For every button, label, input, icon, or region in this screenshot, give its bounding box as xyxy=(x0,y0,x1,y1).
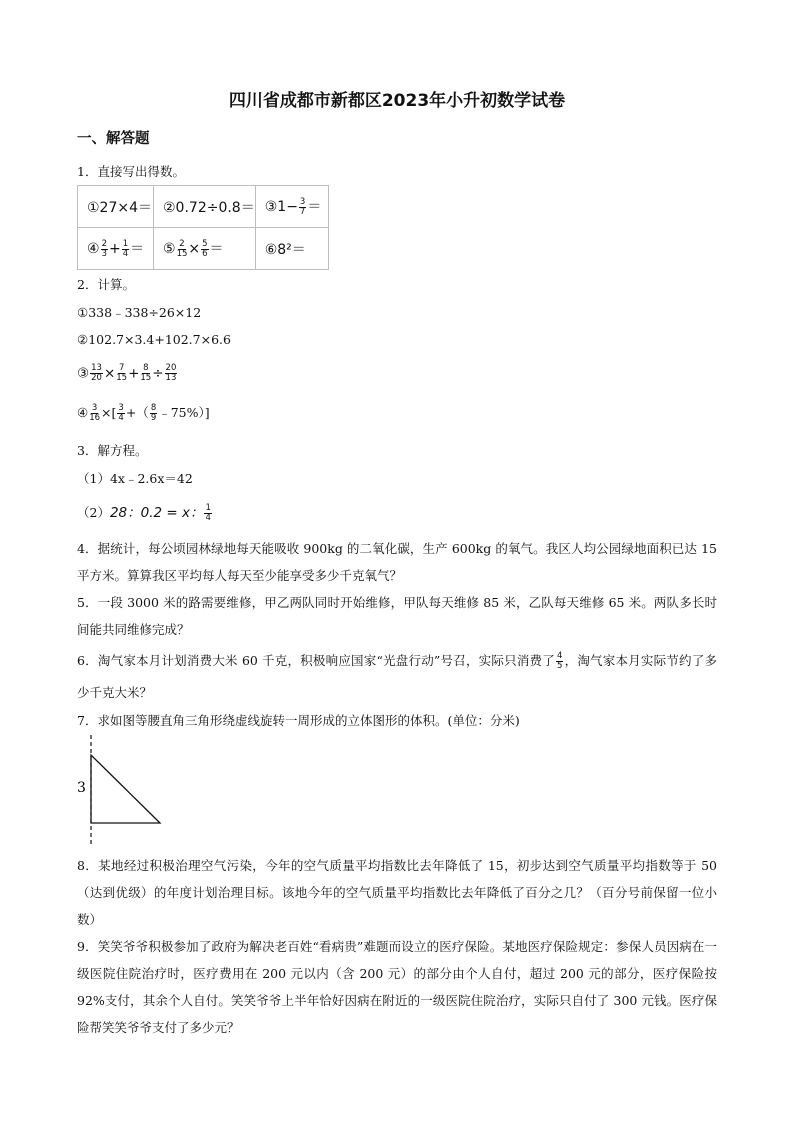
q1-cell-4: ④ $\frac{2}{3}$ + $\frac{1}{4}$ ＝ xyxy=(78,228,154,270)
q1-cell-5: ⑤ $\frac{2}{15}$ × $\frac{5}{6}$ ＝ xyxy=(154,228,256,270)
q1-cell-6: ⑥8²＝ xyxy=(255,228,328,270)
q8-text: 8．某地经过积极治理空气污染，今年的空气质量平均指数比去年降低了 15，初步达到空气质量平均指数等于 50（达到优级）的年度计划治理目标。该地今年的空气质量平均指数比去年降低了百分之几？（百分号前保留一位小数） xyxy=(77,858,717,927)
table-row xyxy=(78,186,329,228)
q1-label: 1．直接写出得数。 xyxy=(77,164,185,179)
q2-expr-2: ②102.7×3.4+102.7×6.6 xyxy=(77,332,231,347)
q2-expr-4: ④ $\frac{3}{16}$ ×[ $\frac{3}{4}$ +（ $\frac{8}{9}$ ﹣75%）] xyxy=(77,403,210,423)
section-heading: 一、解答题 xyxy=(77,131,150,147)
q9-text: 9．笑笑爷爷积极参加了政府为解决老百姓“看病贵”难题而设立的医疗保险。某地医疗保险规定：参保人员因病在一级医院住院治疗时，医疗费用在 200 元以内（含 200 元）的部分由个人自付，超过 200 元的部分，医疗保险按 92%支付，其余个人自付。笑笑爷爷上半年恰好因病在附近的一级医院住院治疗，实际只自付了 300 元钱。医疗保险帮笑笑爷爷支付了多少元？ xyxy=(77,939,717,1035)
q1-cell-3: ③1− $\frac{3}{7}$ ＝ xyxy=(255,186,328,228)
q3-eq-2: （2）28：0.2 = x： $\frac{1}{4}$ xyxy=(77,503,211,523)
exam-title: 四川省成都市新都区2023年小升初数学试卷 xyxy=(228,91,566,111)
q2-label: 2．计算。 xyxy=(77,277,135,292)
q1-cell-3-lead: ③1 xyxy=(264,199,287,216)
q1-cell-1: ①27×4＝ xyxy=(78,186,154,228)
q4-text: 4．据统计，每公顷园林绿地每天能吸收 900kg 的二氧化碳，生产 600kg 的氧气。我区人均公园绿地面积已达 15 平方米。算算我区平均每人每天至少能享受多少千克氧气？ xyxy=(77,541,717,583)
side-length-label: 3 xyxy=(77,780,86,796)
q2-expr-1: ①338﹣338÷26×12 xyxy=(77,305,202,320)
right-triangle xyxy=(91,755,160,823)
q1-cell-2: ②0.72÷0.8＝ xyxy=(154,186,256,228)
q2-expr-3: ③ $\frac{13}{20}$ × $\frac{7}{15}$ + $\frac{8}{15}$ ÷ $\frac{20}{13}$ xyxy=(77,363,177,383)
q3-label: 3．解方程。 xyxy=(77,443,148,458)
triangle-figure xyxy=(74,733,174,848)
q7-text: 7．求如图等腰直角三角形绕虚线旋转一周形成的立体图形的体积。(单位：分米) xyxy=(77,713,520,728)
q1-cell-3-frac: $\frac{3}{7}$ xyxy=(299,196,306,217)
q1-table xyxy=(77,185,329,270)
q5-text: 5．一段 3000 米的路需要维修，甲乙两队同时开始维修，甲队每天维修 85 米，乙队每天维修 65 米。两队多长时间能共同维修完成？ xyxy=(77,595,717,637)
q3-eq-1: （1）4x﹣2.6x＝42 xyxy=(77,471,193,486)
q6-text: 6．淘气家本月计划消费大米 60 千克，积极响应国家“光盘行动”号召，实际只消费了 $\frac{4}{5}$ ，淘气家本月实际节约了多少千克大米？ xyxy=(77,651,717,700)
table-row xyxy=(78,228,329,270)
